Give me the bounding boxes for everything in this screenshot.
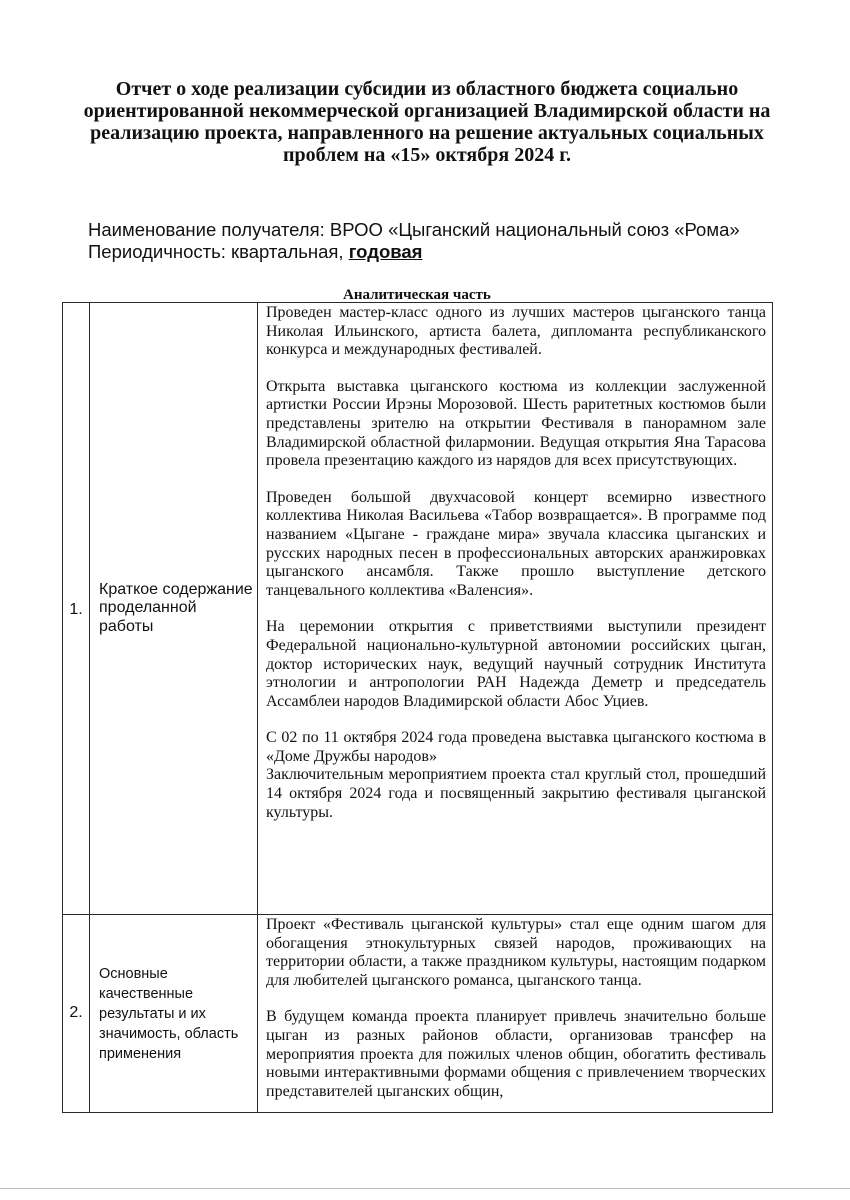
scan-edge-line [0,1188,850,1189]
row-label: Основные качественные результаты и их значимость, область применения [90,915,258,1113]
report-table [62,302,773,1113]
paragraph: На церемонии открытия с приветствиями выступили президент Федеральной национально-культурной автономии российских цыган, доктор исторических наук, ведущий научный сотрудник Института этнологии и антропологии РАН Надежда Деметр и председатель Ассамблеи народов Владимирской области Абос Уциев. [266,618,766,710]
periodicity-line [88,241,422,263]
periodicity-option-annual-selected: годовая [348,241,423,262]
paragraph: Проведен большой двухчасовой концерт всемирно известного коллектива Николая Васильева «Табор возвращается». В программе под названием «Цыгане - граждане мира» звучала классика цыганских и русских народных песен в профессиональных авторских аранжировках цыганского ансамбля. Также прошло выступление детского танцевального коллектива «Валенсия». [266,488,766,599]
recipient-value: ВРОО «Цыганский национальный союз «Рома» [329,219,740,240]
row-content [258,915,773,1113]
paragraph: С 02 по 11 октября 2024 года проведена выставка цыганского костюма в «Доме Дружбы народов» [266,729,766,765]
row-number: 1. [63,303,90,915]
recipient-label: Наименование получателя: [88,219,330,240]
periodicity-option-quarterly: квартальная, [231,241,349,262]
table-row [63,303,773,915]
row-content [258,303,773,915]
row-number: 2. [63,915,90,1113]
table-row [63,915,773,1113]
row-label: Краткое содержание проделанной работы [90,303,258,915]
paragraph: В будущем команда проекта планирует привлечь значительно больше цыган из разных районов области, организовав трансфер на мероприятия проекта для пожилых членов общин, обогатить фестиваль новыми интерактивными формами общения с привлечением творческих представителей цыганских общин, [266,1008,766,1100]
row-content-clip [266,916,766,1110]
paragraph: Заключительным мероприятием проекта стал круглый стол, прошедший 14 октября 2024 года и посвященный закрытию фестиваля цыганской культуры. [266,766,766,821]
periodicity-label: Периодичность: [88,241,232,262]
section-heading: Аналитическая часть [343,287,491,303]
paragraph: Открыта выставка цыганского костюма из коллекции заслуженной артистки России Ирэны Морозовой. Шесть раритетных костюмов были представлены зрителю на открытии Фестиваля в панорамном зале Владимирской областной филармонии. Ведущая открытия Яна Тарасова провела презентацию каждого из нарядов для всех присутствующих. [266,377,766,470]
recipient-line [88,219,740,241]
document-title: Отчет о ходе реализации субсидии из областного бюджета социально ориентированной некоммерческой организацией Владимирской области на реализацию проекта, направленного на решение актуальных социальных проблем на «15» октября 2024 г. [83,78,771,166]
paragraph: Проект «Фестиваль цыганской культуры» стал еще одним шагом для обогащения этнокультурных связей народов, проживающих на территории области, а также праздником культуры, настоящим подарком для любителей цыганского романса, цыганского танца. [266,916,766,989]
paragraph: Проведен мастер-класс одного из лучших мастеров цыганского танца Николая Ильинского, артиста балета, дипломанта республиканского конкурса и международных фестивалей. [266,304,766,359]
